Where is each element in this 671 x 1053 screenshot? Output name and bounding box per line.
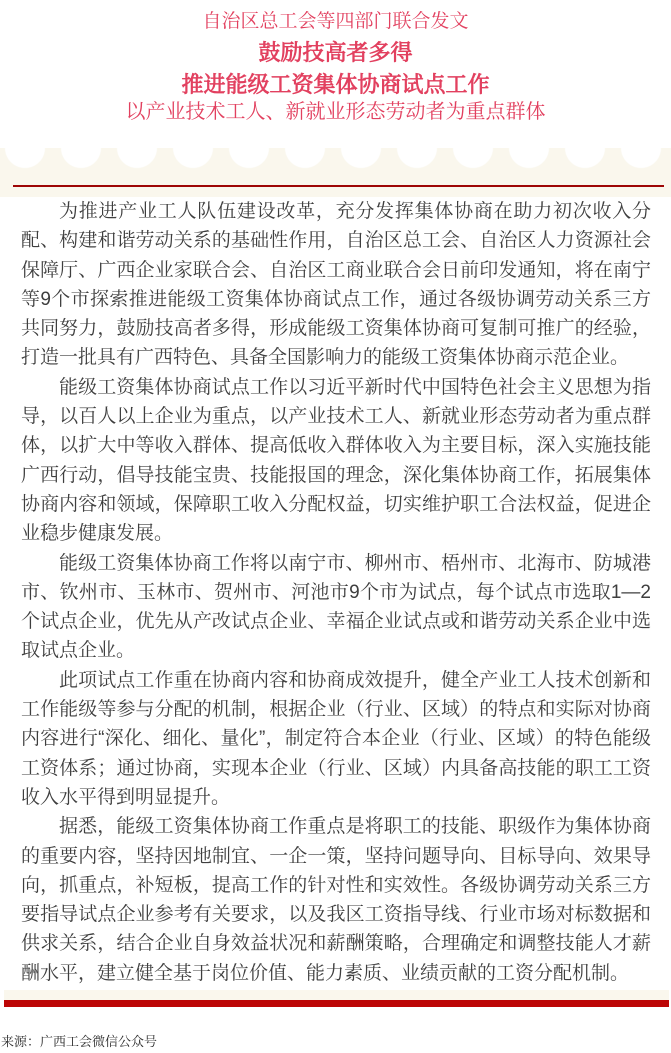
paragraph-2: 能级工资集体协商试点工作以习近平新时代中国特色社会主义思想为指导，以百人以上企业为重点，以产业技术工人、新就业形态劳动者为重点群体，以扩大中等收入群体、提高低收入群体收入为主要目标，深入实施技能广西行动，倡导技能宝贵、技能报国的理念，深化集体协商工作，拓展集体协商内容和领域，保障职工收入分配权益，切实维护职工合法权益，促进企业稳步健康发展。 (21, 376, 651, 545)
header-subtitle: 以产业技术工人、新就业形态劳动者为重点群体 (125, 101, 546, 123)
article-body (21, 197, 651, 988)
paragraph-1: 为推进产业工人队伍建设改革，充分发挥集体协商在助力初次收入分配、构建和谐劳动关系的基础性作用，自治区总工会、自治区人力资源社会保障厅、广西企业家联合会、自治区工商业联合会日前印发通知，将在南宁等9个市探索推进能级工资集体协商试点工作，通过各级协调劳动关系三方共同努力，鼓励技高者多得，形成能级工资集体协商可复制可推广的经验，打造一批具有广西特色、具备全国影响力的能级工资集体协商示范企业。 (21, 201, 651, 369)
bottom-divider-bar (4, 1000, 669, 1007)
header-title-main: 鼓励技高者多得 (258, 40, 413, 65)
paragraph-5: 据悉，能级工资集体协商工作重点是将职工的技能、职级作为集体协商的重要内容，坚持因地制宜、一企一策，坚持问题导向、目标导向、效果导向，抓重点，补短板，提高工作的针对性和实效性。各级协调劳动关系三方要指导试点企业参考有关要求，以及我区工资指导线、行业市场对标数据和供求关系，结合企业自身效益状况和薪酬策略，合理确定和调整技能人才薪酬水平，建立健全基于岗位价值、能力素质、业绩贡献的工资分配机制。 (21, 816, 651, 984)
paragraph-3: 能级工资集体协商工作将以南宁市、柳州市、梧州市、北海市、防城港市、钦州市、玉林市、贺州市、河池市9个市为试点，每个试点市选取1—2个试点企业，优先从产改试点企业、幸福企业试点或和谐劳动关系企业中选取试点企业。 (21, 552, 651, 662)
scallop-decoration-band (0, 148, 671, 197)
scallop-pattern (0, 148, 671, 172)
header-issuer-line: 自治区总工会等四部门联合发文 (202, 11, 469, 32)
bottom-decoration-strip (4, 990, 669, 1000)
header-title-secondary: 推进能级工资集体协商试点工作 (181, 72, 490, 97)
source-line: 来源：广西工会微信公众号 (1, 1034, 158, 1049)
paragraph-4: 此项试点工作重在协商内容和协商成效提升，健全产业工人技术创新和工作能级等参与分配的机制，根据企业（行业、区域）的特点和实际对协商内容进行“深化、细化、量化”，制定符合本企业（行业、区域）的特色能级工资体系；通过协商，实现本企业（行业、区域）内具备高技能的职工工资收入水平得到明显提升。 (21, 669, 651, 808)
header-divider-line (13, 185, 664, 187)
